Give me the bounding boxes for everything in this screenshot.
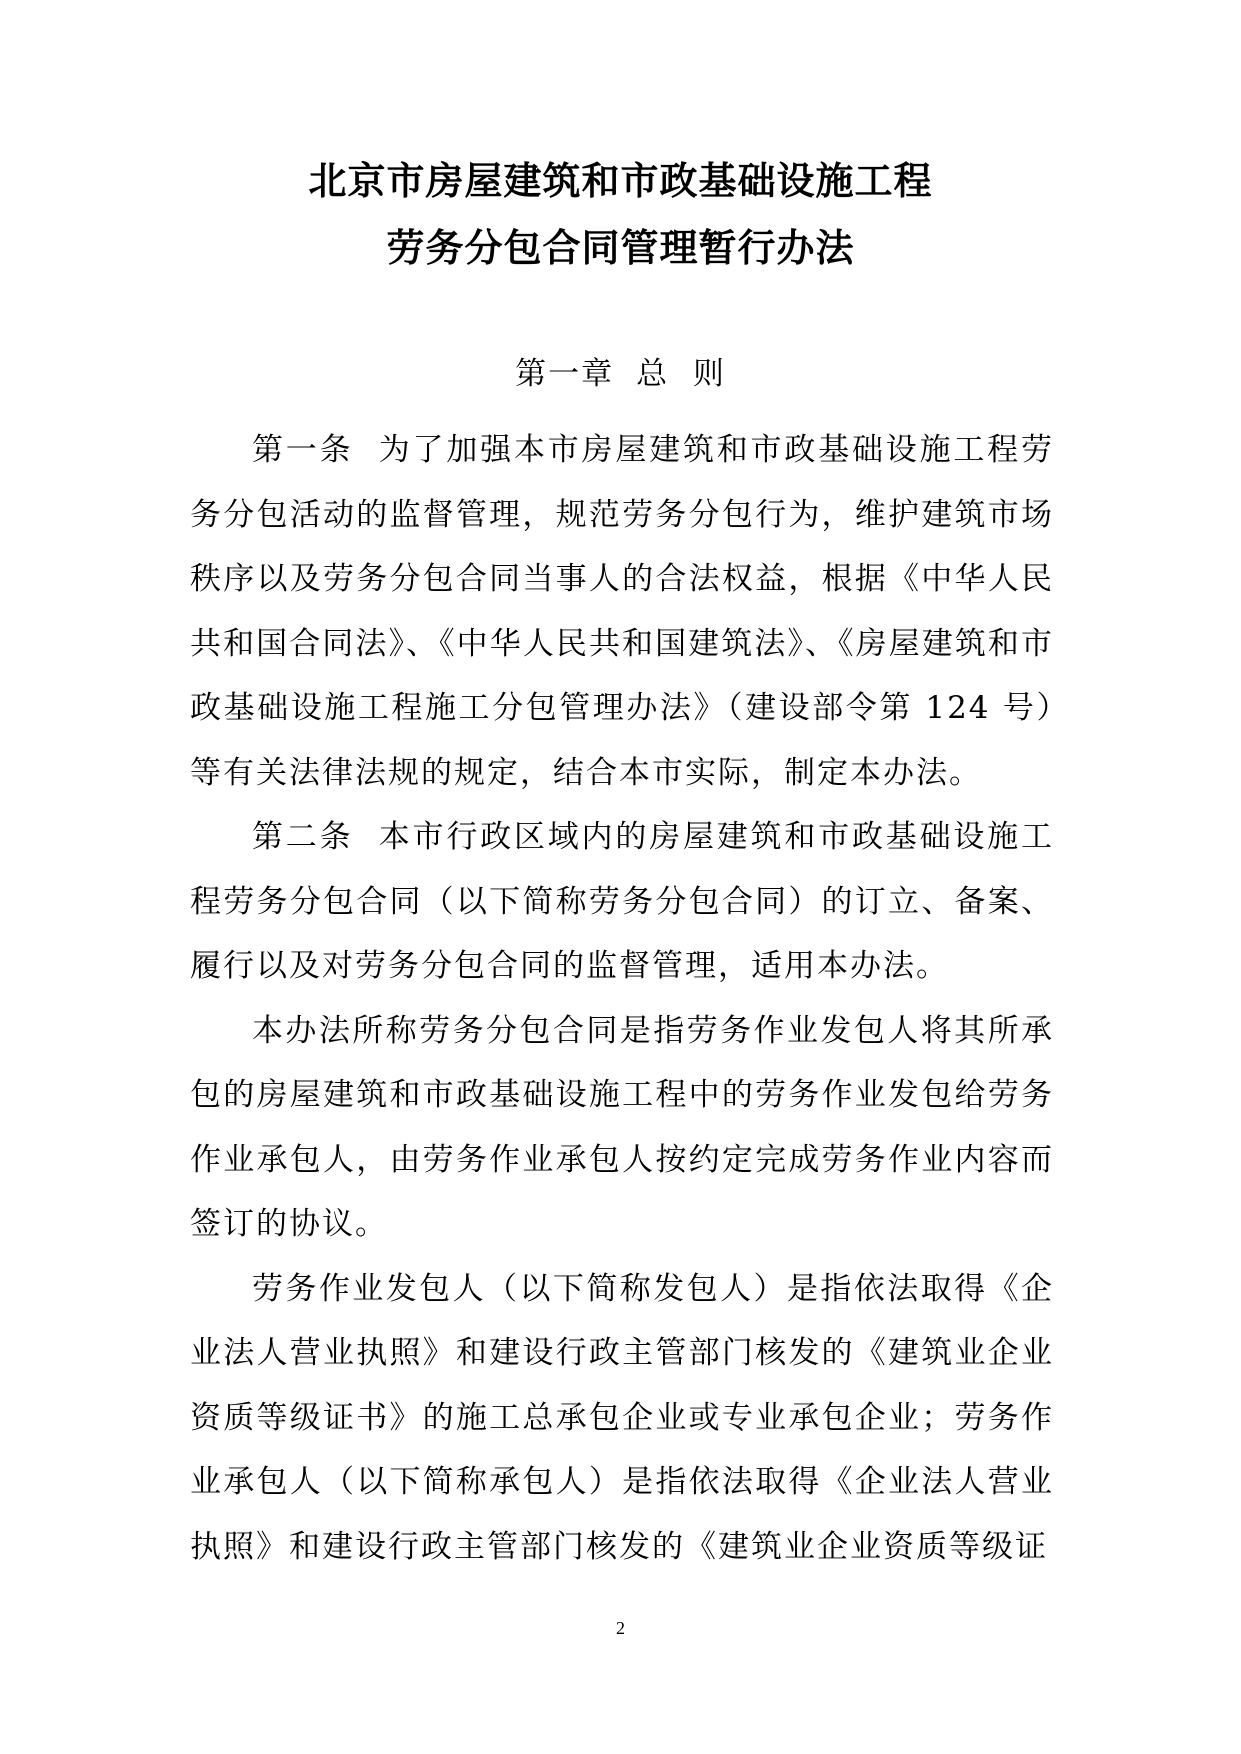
paragraph-definition-contract: 本办法所称劳务分包合同是指劳务作业发包人将其所承包的房屋建筑和市政基础设施工程中的劳务作业发包给劳务作业承包人，由劳务作业承包人按约定完成劳务作业内容而签订的协议。 bbox=[190, 1012, 1054, 1242]
chapter-title: 总 则 bbox=[636, 356, 726, 392]
page-number: 2 bbox=[616, 1618, 625, 1638]
paragraph-article-2: 第二条 本市行政区域内的房屋建筑和市政基础设施工程劳务分包合同（以下简称劳务分包合同）的订立、备案、履行以及对劳务分包合同的监督管理，适用本办法。 bbox=[190, 819, 1054, 984]
chapter-number: 第一章 bbox=[515, 356, 615, 392]
paragraph-definition-parties: 劳务作业发包人（以下简称发包人）是指依法取得《企业法人营业执照》和建设行政主管部门核发的《建筑业企业资质等级证书》的施工总承包企业或专业承包企业；劳务作业承包人（以下简称承包人）是指依法取得《企业法人营业执照》和建设行政主管部门核发的《建筑业企业资质等级证 bbox=[190, 1270, 1054, 1565]
paragraph-article-1: 第一条 为了加强本市房屋建筑和市政基础设施工程劳务分包活动的监督管理，规范劳务分包行为，维护建筑市场秩序以及劳务分包合同当事人的合法权益，根据《中华人民共和国合同法》、《中华人民共和国建筑法》、《房屋建筑和市政基础设施工程施工分包管理办法》（建设部令第 124 号）等有关法律法规的规定，结合本市实际，制定本办法。 bbox=[190, 432, 1054, 791]
chapter-heading bbox=[0, 354, 1241, 394]
body-text bbox=[190, 418, 1054, 1579]
document-title-line-1: 北京市房屋建筑和市政基础设施工程 bbox=[308, 159, 933, 203]
document-title-line-2: 劳务分包合同管理暂行办法 bbox=[386, 226, 855, 270]
